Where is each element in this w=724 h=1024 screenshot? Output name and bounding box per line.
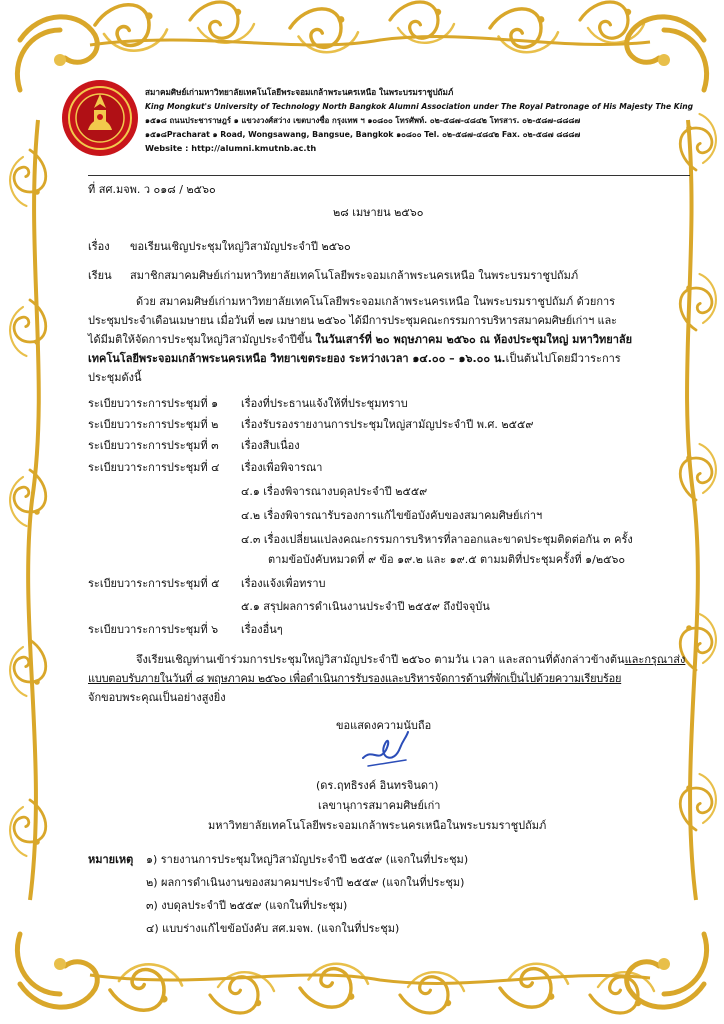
agenda-label-4: ระเบียบวาระการประชุมที่ ๔ xyxy=(88,461,220,474)
closing-line-3: จักขอบพระคุณเป็นอย่างสูงยิ่ง xyxy=(88,691,226,704)
agenda-label-5: ระเบียบวาระการประชุมที่ ๕ xyxy=(88,577,220,590)
note-item-3: ๓) งบดุลประจำปี ๒๕๕๙ (แจกในที่ประชุม) xyxy=(146,899,348,912)
paragraph-1-line-2: ประชุมประจำเดือนเมษายน เมื่อวันที่ ๒๗ เมษายน ๒๕๖๐ ได้มีการประชุมคณะกรรมการบริหารสมาคมศิษย์เก่าฯ และ xyxy=(88,314,617,327)
meeting-date-venue: ในวันเสาร์ที่ ๒๐ พฤษภาคม ๒๕๖๐ ณ ห้องประชุมใหญ่ มหาวิทยาลัย xyxy=(315,333,633,346)
address-thai: ๑๕๑๘ ถนนประชาราษฎร์ ๑ แขวงวงศ์สว่าง เขตบางซื่อ กรุงเทพ ฯ ๑๐๘๐๐ โทรศัพท์. ๐๒-๕๘๗-๔๘๔๒ โทรสาร. ๐๒-๕๘๗-๘๘๘๗ xyxy=(145,116,581,125)
handwritten-signature xyxy=(358,728,418,773)
reference-number: ที่ สศ.มจพ. ว ๐๑๘ / ๒๕๖๐ xyxy=(88,183,216,196)
signer-name: (ดร.ฤทธิรงค์ อินทรจินดา) xyxy=(316,779,439,792)
agenda-label-2: ระเบียบวาระการประชุมที่ ๒ xyxy=(88,418,219,431)
association-name-thai: สมาคมศิษย์เก่ามหาวิทยาลัยเทคโนโลยีพระจอมเกล้าพระนครเหนือ ในพระบรมราชูปถัมภ์ xyxy=(145,87,454,97)
recipient-text: สมาชิกสมาคมศิษย์เก่ามหาวิทยาลัยเทคโนโลยีพระจอมเกล้าพระนครเหนือ ในพระบรมราชูปถัมภ์ xyxy=(130,269,579,282)
agenda-5-item-1: ๕.๑ สรุปผลการดำเนินงานประจำปี ๒๕๕๙ ถึงปัจจุบัน xyxy=(241,600,490,613)
agenda-text-1: เรื่องที่ประธานแจ้งให้ที่ประชุมทราบ xyxy=(241,397,408,410)
agenda-label-6: ระเบียบวาระการประชุมที่ ๖ xyxy=(88,623,219,636)
closing-line-2: แบบตอบรับภายในวันที่ ๘ พฤษภาคม ๒๕๖๐ เพื่อดำเนินการรับรองและบริหารจัดการด้านที่พักเป็นไปด้วยความเรียบร้อย xyxy=(88,672,622,685)
agenda-text-6: เรื่องอื่นๆ xyxy=(241,623,283,636)
paragraph-1-line-5: ประชุมดังนี้ xyxy=(88,371,142,384)
signer-position: เลขานุการสมาคมศิษย์เก่า xyxy=(318,799,441,812)
address-english: ๑๕๑๘Pracharat ๑ Road, Wongsawang, Bangsue, Bangkok ๑๐๘๐๐ Tel. ๐๒-๕๘๗-๔๘๔๒ Fax. ๐๒-๕๘๗ ๘๘๘๗ xyxy=(145,130,581,139)
header-divider xyxy=(88,175,690,176)
note-item-4: ๔) แบบร่างแก้ไขข้อบังคับ สศ.มจพ. (แจกในที่ประชุม) xyxy=(146,922,400,935)
agenda-4-item-3-continued: ตามข้อบังคับหมวดที่ ๙ ข้อ ๑๙.๒ และ ๑๙.๕ ตามมติที่ประชุมครั้งที่ ๑/๒๕๖๐ xyxy=(268,553,626,566)
agenda-label-3: ระเบียบวาระการประชุมที่ ๓ xyxy=(88,439,219,452)
subject-label: เรื่อง xyxy=(88,240,110,253)
paragraph-1-line-3: ได้มีมติให้จัดการประชุมใหญ่วิสามัญประจำปีขึ้น ในวันเสาร์ที่ ๒๐ พฤษภาคม ๒๕๖๐ ณ ห้องประชุมใหญ่ มหาวิทยาลัย xyxy=(88,333,633,346)
agenda-4-item-1: ๔.๑ เรื่องพิจารณางบดุลประจำปี ๒๕๕๙ xyxy=(241,485,428,498)
note-item-1: ๑) รายงานการประชุมใหญ่วิสามัญประจำปี ๒๕๕๙ (แจกในที่ประชุม) xyxy=(146,853,469,866)
notes-label: หมายเหตุ xyxy=(88,853,134,866)
agenda-text-5: เรื่องแจ้งเพื่อทราบ xyxy=(241,577,326,590)
website-link[interactable]: Website : http://alumni.kmutnb.ac.th xyxy=(145,143,317,153)
note-item-2: ๒) ผลการดำเนินงานของสมาคมฯประจำปี ๒๕๕๙ (แจกในที่ประชุม) xyxy=(146,876,465,889)
association-name-english: King Mongkut's University of Technology North Bangkok Alumni Association under The Royal Patronage of His Majesty The King xyxy=(145,102,694,111)
agenda-4-item-2: ๔.๒ เรื่องพิจารณารับรองการแก้ไขข้อบังคับของสมาคมศิษย์เก่าฯ xyxy=(241,509,543,522)
paragraph-1-line-1: ด้วย สมาคมศิษย์เก่ามหาวิทยาลัยเทคโนโลยีพระจอมเกล้าพระนครเหนือ ในพระบรมราชูปถัมภ์ ด้วยการ xyxy=(136,295,616,308)
letter-date: ๒๘ เมษายน ๒๕๖๐ xyxy=(333,206,424,219)
subject-text: ขอเรียนเชิญประชุมใหญ่วิสามัญประจำปี ๒๕๖๐ xyxy=(130,240,351,253)
signer-organization: มหาวิทยาลัยเทคโนโลยีพระจอมเกล้าพระนครเหนือในพระบรมราชูปถัมภ์ xyxy=(208,819,547,832)
agenda-text-3: เรื่องสืบเนื่อง xyxy=(241,439,300,452)
agenda-4-item-3: ๔.๓ เรื่องเปลี่ยนแปลงคณะกรรมการบริหารที่ลาออกและขาดประชุมติดต่อกัน ๓ ครั้ง xyxy=(241,533,633,546)
closing-line-1: จึงเรียนเชิญท่านเข้าร่วมการประชุมใหญ่วิสามัญประจำปี ๒๕๖๐ ตามวัน เวลา และสถานที่ดังกล่าวข้างต้นและกรุณาส่ง xyxy=(136,653,686,666)
agenda-text-2: เรื่องรับรองรายงานการประชุมใหญ่สามัญประจำปี พ.ศ. ๒๕๕๙ xyxy=(241,418,534,431)
meeting-venue-time: เทคโนโลยีพระจอมเกล้าพระนครเหนือ วิทยาเขตระยอง ระหว่างเวลา ๑๔.๐๐ – ๑๖.๐๐ น. xyxy=(88,352,506,365)
regards-text: ขอแสดงความนับถือ xyxy=(336,719,432,732)
paragraph-1-line-4: เทคโนโลยีพระจอมเกล้าพระนครเหนือ วิทยาเขตระยอง ระหว่างเวลา ๑๔.๐๐ – ๑๖.๐๐ น.เป็นต้นไปโดยมีวาระการ xyxy=(88,352,621,365)
recipient-label: เรียน xyxy=(88,269,112,282)
alumni-association-seal-icon xyxy=(60,78,140,158)
agenda-text-4: เรื่องเพื่อพิจารณา xyxy=(241,461,323,474)
agenda-label-1: ระเบียบวาระการประชุมที่ ๑ xyxy=(88,397,219,410)
